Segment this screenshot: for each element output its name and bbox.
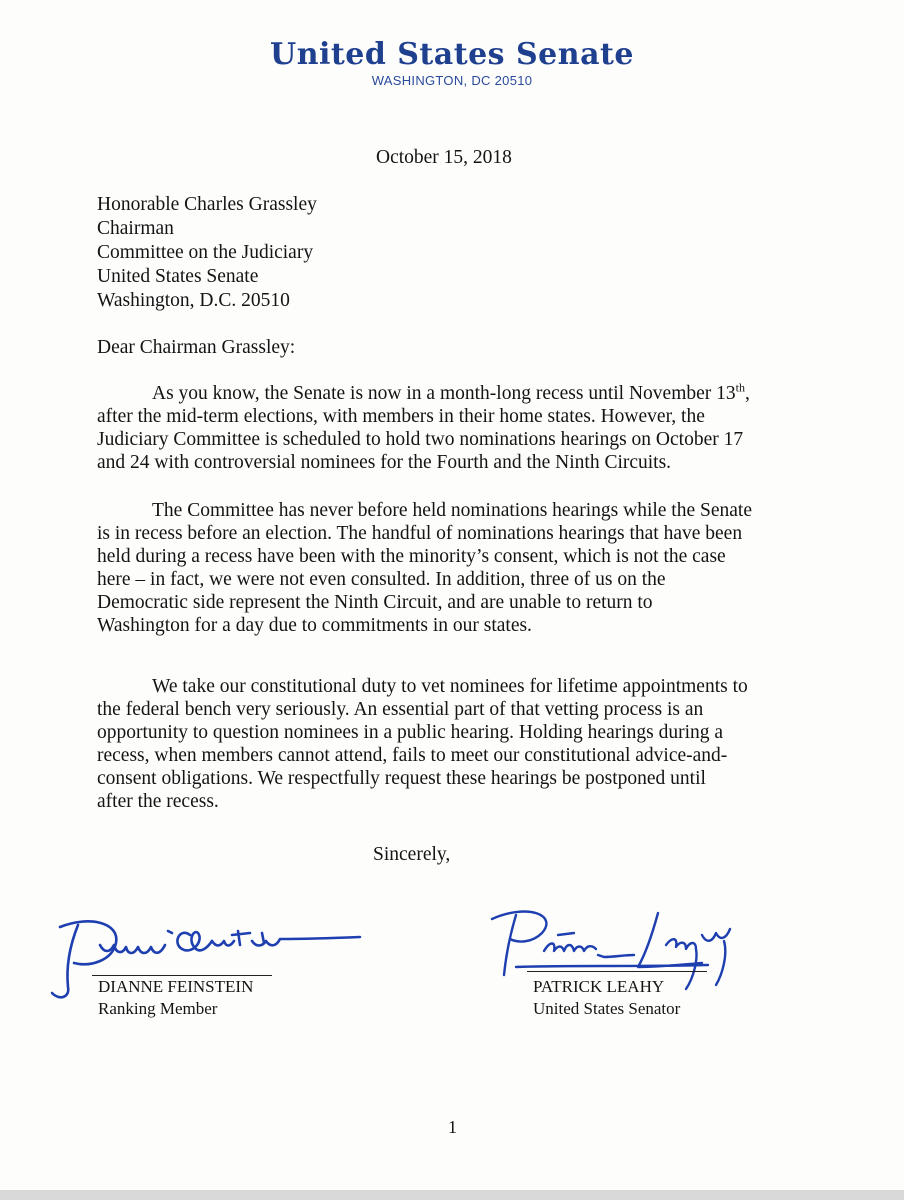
paragraph-2-line-4: here – in fact, we were not even consulted. In addition, three of us on the (97, 569, 666, 590)
recipient-title: Chairman (97, 218, 174, 239)
recipient-organization: United States Senate (97, 266, 259, 287)
paragraph-3-line-2: the federal bench very seriously. An essential part of that vetting process is an (97, 699, 704, 720)
feinstein-name: DIANNE FEINSTEIN (98, 977, 254, 996)
paragraph-2-line-5: Democratic side represent the Ninth Circuit, and are unable to return to (97, 592, 653, 613)
page-bottom-edge (0, 1190, 904, 1200)
paragraph-1 (97, 382, 812, 474)
paragraph-2-line-2: is in recess before an election. The handful of nominations hearings that have been (97, 523, 743, 544)
leahy-signature-line (527, 971, 707, 972)
closing: Sincerely, (373, 844, 451, 865)
paragraph-3-line-5: consent obligations. We respectfully request these hearings be postponed until (97, 768, 706, 789)
page-number: 1 (448, 1117, 457, 1137)
paragraph-3 (97, 675, 812, 813)
paragraph-2 (97, 499, 812, 637)
paragraph-3-line-4: recess, when members cannot attend, fails to meet our constitutional advice-and- (97, 745, 728, 766)
paragraph-1-line-4: and 24 with controversial nominees for the Fourth and the Ninth Circuits. (97, 452, 672, 473)
paragraph-3-line-1: We take our constitutional duty to vet nominees for lifetime appointments to (152, 676, 748, 697)
paragraph-2-line-3: held during a recess have been with the minority’s consent, which is not the case (97, 546, 726, 567)
letterhead (0, 36, 904, 90)
paragraph-3-line-6: after the recess. (97, 791, 219, 812)
letterhead-title: United States Senate (270, 37, 634, 72)
letterhead-address: WASHINGTON, DC 20510 (371, 73, 533, 88)
recipient-name: Honorable Charles Grassley (97, 194, 317, 215)
paragraph-1-line-3: Judiciary Committee is scheduled to hold two nominations hearings on October 17 (97, 429, 744, 450)
paragraph-1-line-2: after the mid-term elections, with members in their home states. However, the (97, 406, 705, 427)
recipient-committee: Committee on the Judiciary (97, 242, 314, 263)
recipient-address: Washington, D.C. 20510 (97, 290, 290, 311)
paragraph-2-line-1: The Committee has never before held nominations hearings while the Senate (152, 500, 752, 521)
leahy-title: United States Senator (533, 999, 681, 1018)
paragraph-3-line-3: opportunity to question nominees in a public hearing. Holding hearings during a (97, 722, 724, 743)
paragraph-2-line-6: Washington for a day due to commitments in our states. (97, 615, 532, 636)
salutation: Dear Chairman Grassley: (97, 337, 296, 358)
letter-date: October 15, 2018 (376, 147, 512, 168)
paragraph-1-line-1: As you know, the Senate is now in a month-long recess until November 13th, (152, 380, 750, 404)
leahy-name: PATRICK LEAHY (533, 977, 665, 996)
feinstein-title: Ranking Member (98, 999, 218, 1018)
